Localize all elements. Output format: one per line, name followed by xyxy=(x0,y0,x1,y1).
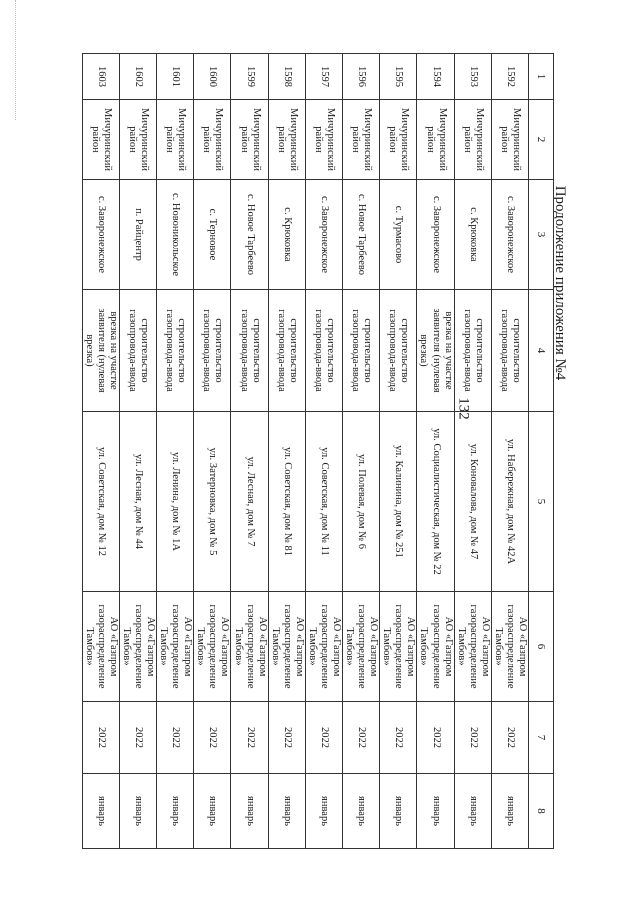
district-cell: Мичуринский район xyxy=(454,100,491,180)
month-cell: январь xyxy=(119,774,156,849)
rotated-table-wrapper xyxy=(83,53,554,848)
month-cell: январь xyxy=(454,774,491,849)
work-type-cell: строительство газопровода-ввода xyxy=(454,290,491,412)
work-type-cell: строительство газопровода-ввода xyxy=(119,290,156,412)
district-cell: Мичуринский район xyxy=(268,100,305,180)
column-header: 2 xyxy=(529,100,554,180)
scan-mark xyxy=(15,0,17,120)
work-type-cell: врезка на участке заявителя (нулевая врезка) xyxy=(82,290,119,412)
row-number: 1597 xyxy=(305,54,342,100)
district-cell: Мичуринский район xyxy=(343,100,380,180)
organization-cell: АО «Газпром газораспределение Тамбов» xyxy=(119,592,156,702)
settlement-cell: с. Заворонежское xyxy=(305,180,342,290)
month-cell: январь xyxy=(491,774,528,849)
district-cell: Мичуринский район xyxy=(305,100,342,180)
address-cell: ул. Ленина, дом № 1А xyxy=(157,412,194,592)
table-row xyxy=(380,54,417,849)
organization-cell: АО «Газпром газораспределение Тамбов» xyxy=(194,592,231,702)
year-cell: 2022 xyxy=(454,702,491,774)
organization-cell: АО «Газпром газораспределение Тамбов» xyxy=(343,592,380,702)
district-cell: Мичуринский район xyxy=(380,100,417,180)
row-number: 1595 xyxy=(380,54,417,100)
work-type-cell: строительство газопровода-ввода xyxy=(380,290,417,412)
year-cell: 2022 xyxy=(268,702,305,774)
year-cell: 2022 xyxy=(82,702,119,774)
month-cell: январь xyxy=(268,774,305,849)
settlement-cell: с. Заворонежское xyxy=(417,180,454,290)
district-cell: Мичуринский район xyxy=(491,100,528,180)
row-number: 1594 xyxy=(417,54,454,100)
table-row xyxy=(454,54,491,849)
table-body xyxy=(82,54,528,849)
row-number: 1601 xyxy=(157,54,194,100)
work-type-cell: врезка на участке заявителя (нулевая врезка) xyxy=(417,290,454,412)
column-header: 1 xyxy=(529,54,554,100)
row-number: 1599 xyxy=(231,54,268,100)
year-cell: 2022 xyxy=(157,702,194,774)
row-number: 1598 xyxy=(268,54,305,100)
table-row xyxy=(194,54,231,849)
year-cell: 2022 xyxy=(417,702,454,774)
row-number: 1592 xyxy=(491,54,528,100)
work-type-cell: строительство газопровода-ввода xyxy=(305,290,342,412)
district-cell: Мичуринский район xyxy=(194,100,231,180)
address-cell: ул. Набережная, дом № 42А xyxy=(491,412,528,592)
work-type-cell: строительство газопровода-ввода xyxy=(343,290,380,412)
column-header: 8 xyxy=(529,774,554,849)
address-cell: ул. Лесная, дом № 44 xyxy=(119,412,156,592)
address-cell: ул. Полевая, дом № 6 xyxy=(343,412,380,592)
address-cell: ул. Советская, дом № 81 xyxy=(268,412,305,592)
settlement-cell: с. Заворонежское xyxy=(491,180,528,290)
settlement-cell: с. Терновое xyxy=(194,180,231,290)
work-type-cell: строительство газопровода-ввода xyxy=(157,290,194,412)
settlement-cell: с. Новое Тарбеево xyxy=(231,180,268,290)
address-cell: ул. Социалистическая, дом № 22 xyxy=(417,412,454,592)
organization-cell: АО «Газпром газораспределение Тамбов» xyxy=(305,592,342,702)
table-row xyxy=(157,54,194,849)
table-row xyxy=(119,54,156,849)
table-row xyxy=(417,54,454,849)
address-cell: ул. Советская, дом № 11 xyxy=(305,412,342,592)
appendix-title: Продолжение приложения №4 xyxy=(552,185,568,381)
table-row xyxy=(82,54,119,849)
month-cell: январь xyxy=(417,774,454,849)
month-cell: январь xyxy=(380,774,417,849)
organization-cell: АО «Газпром газораспределение Тамбов» xyxy=(157,592,194,702)
work-type-cell: строительство газопровода-ввода xyxy=(268,290,305,412)
row-number: 1603 xyxy=(82,54,119,100)
column-header: 6 xyxy=(529,592,554,702)
column-header: 3 xyxy=(529,180,554,290)
address-cell: ул. Советская, дом № 12 xyxy=(82,412,119,592)
year-cell: 2022 xyxy=(343,702,380,774)
district-cell: Мичуринский район xyxy=(231,100,268,180)
address-cell: ул. Затерновка, дом № 5 xyxy=(194,412,231,592)
district-cell: Мичуринский район xyxy=(157,100,194,180)
column-header: 7 xyxy=(529,702,554,774)
organization-cell: АО «Газпром газораспределение Тамбов» xyxy=(380,592,417,702)
settlement-cell: п. Райцентр xyxy=(119,180,156,290)
settlement-cell: с. Новоникольское xyxy=(157,180,194,290)
organization-cell: АО «Газпром газораспределение Тамбов» xyxy=(82,592,119,702)
year-cell: 2022 xyxy=(491,702,528,774)
year-cell: 2022 xyxy=(119,702,156,774)
organization-cell: АО «Газпром газораспределение Тамбов» xyxy=(268,592,305,702)
year-cell: 2022 xyxy=(231,702,268,774)
column-header: 4 xyxy=(529,290,554,412)
work-type-cell: строительство газопровода-ввода xyxy=(231,290,268,412)
settlement-cell: с. Новое Тарбеево xyxy=(343,180,380,290)
district-cell: Мичуринский район xyxy=(82,100,119,180)
year-cell: 2022 xyxy=(305,702,342,774)
table-row xyxy=(268,54,305,849)
settlement-cell: с. Заворонежское xyxy=(82,180,119,290)
column-header: 5 xyxy=(529,412,554,592)
month-cell: январь xyxy=(343,774,380,849)
month-cell: январь xyxy=(194,774,231,849)
district-cell: Мичуринский район xyxy=(119,100,156,180)
month-cell: январь xyxy=(157,774,194,849)
table-row xyxy=(491,54,528,849)
year-cell: 2022 xyxy=(194,702,231,774)
header-row xyxy=(529,54,554,849)
settlement-cell: с. Турмасово xyxy=(380,180,417,290)
row-number: 1596 xyxy=(343,54,380,100)
table-container xyxy=(83,53,554,848)
table-row xyxy=(231,54,268,849)
address-cell: ул. Калинина, дом № 251 xyxy=(380,412,417,592)
row-number: 1602 xyxy=(119,54,156,100)
address-cell: ул. Коновалова, дом № 47 xyxy=(454,412,491,592)
district-cell: Мичуринский район xyxy=(417,100,454,180)
row-number: 1593 xyxy=(454,54,491,100)
organization-cell: АО «Газпром газораспределение Тамбов» xyxy=(231,592,268,702)
month-cell: январь xyxy=(231,774,268,849)
data-table xyxy=(82,53,554,849)
settlement-cell: с. Крюковка xyxy=(268,180,305,290)
month-cell: январь xyxy=(305,774,342,849)
page-number: 132 xyxy=(455,397,472,420)
work-type-cell: строительство газопровода-ввода xyxy=(491,290,528,412)
table-row xyxy=(343,54,380,849)
address-cell: ул. Лесная, дом № 7 xyxy=(231,412,268,592)
year-cell: 2022 xyxy=(380,702,417,774)
month-cell: январь xyxy=(82,774,119,849)
work-type-cell: строительство газопровода-ввода xyxy=(194,290,231,412)
organization-cell: АО «Газпром газораспределение Тамбов» xyxy=(417,592,454,702)
settlement-cell: с. Крюковка xyxy=(454,180,491,290)
organization-cell: АО «Газпром газораспределение Тамбов» xyxy=(454,592,491,702)
organization-cell: АО «Газпром газораспределение Тамбов» xyxy=(491,592,528,702)
table-row xyxy=(305,54,342,849)
row-number: 1600 xyxy=(194,54,231,100)
